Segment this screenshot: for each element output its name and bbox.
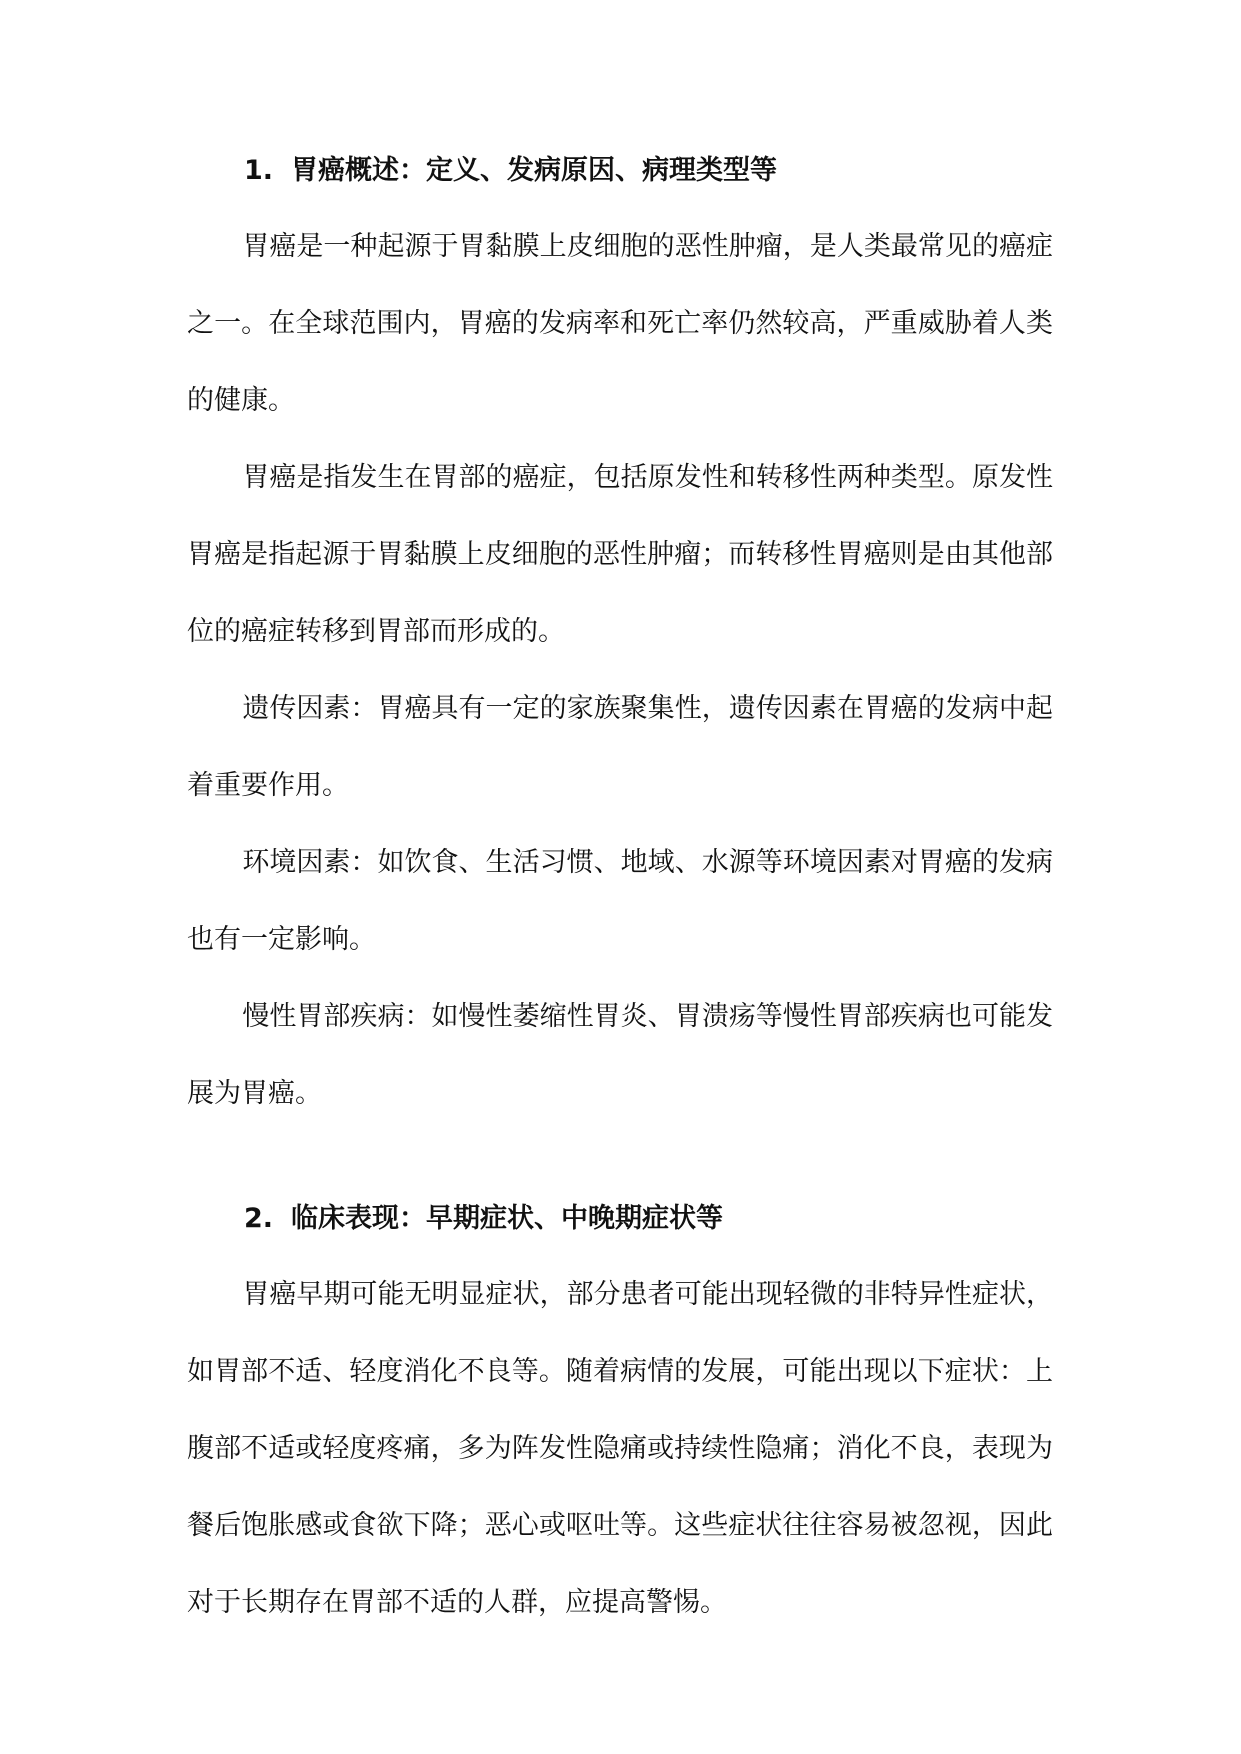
paragraph: 遗传因素：胃癌具有一定的家族聚集性，遗传因素在胃癌的发病中起着重要作用。 [187, 693, 1053, 801]
section-heading [187, 138, 1053, 204]
section-2 [187, 1186, 1053, 1641]
heading-text: 临床表现：早期症状、中晚期症状等 [291, 1203, 724, 1234]
paragraph: 慢性胃部疾病：如慢性萎缩性胃炎、胃溃疡等慢性胃部疾病也可能发展为胃癌。 [187, 1001, 1053, 1109]
paragraph: 胃癌是指发生在胃部的癌症，包括原发性和转移性两种类型。原发性胃癌是指起源于胃黏膜上皮细胞的恶性肿瘤；而转移性胃癌则是由其他部位的癌症转移到胃部而形成的。 [187, 462, 1053, 647]
section-heading [187, 1186, 1053, 1252]
paragraph: 胃癌早期可能无明显症状，部分患者可能出现轻微的非特异性症状，如胃部不适、轻度消化不良等。随着病情的发展，可能出现以下症状：上腹部不适或轻度疼痛，多为阵发性隐痛或持续性隐痛；消化不良，表现为餐后饱胀感或食欲下降；恶心或呕吐等。这些症状往往容易被忽视，因此对于长期存在胃部不适的人群，应提高警惕。 [187, 1279, 1053, 1618]
heading-text: 胃癌概述：定义、发病原因、病理类型等 [291, 155, 778, 186]
paragraph: 环境因素：如饮食、生活习惯、地域、水源等环境因素对胃癌的发病也有一定影响。 [187, 847, 1053, 955]
document-body [187, 138, 1053, 1641]
heading-number: 2. [244, 1203, 274, 1234]
heading-number: 1. [244, 155, 274, 186]
paragraph: 胃癌是一种起源于胃黏膜上皮细胞的恶性肿瘤，是人类最常见的癌症之一。在全球范围内，胃癌的发病率和死亡率仍然较高，严重威胁着人类的健康。 [187, 231, 1053, 416]
section-1 [187, 138, 1053, 1132]
